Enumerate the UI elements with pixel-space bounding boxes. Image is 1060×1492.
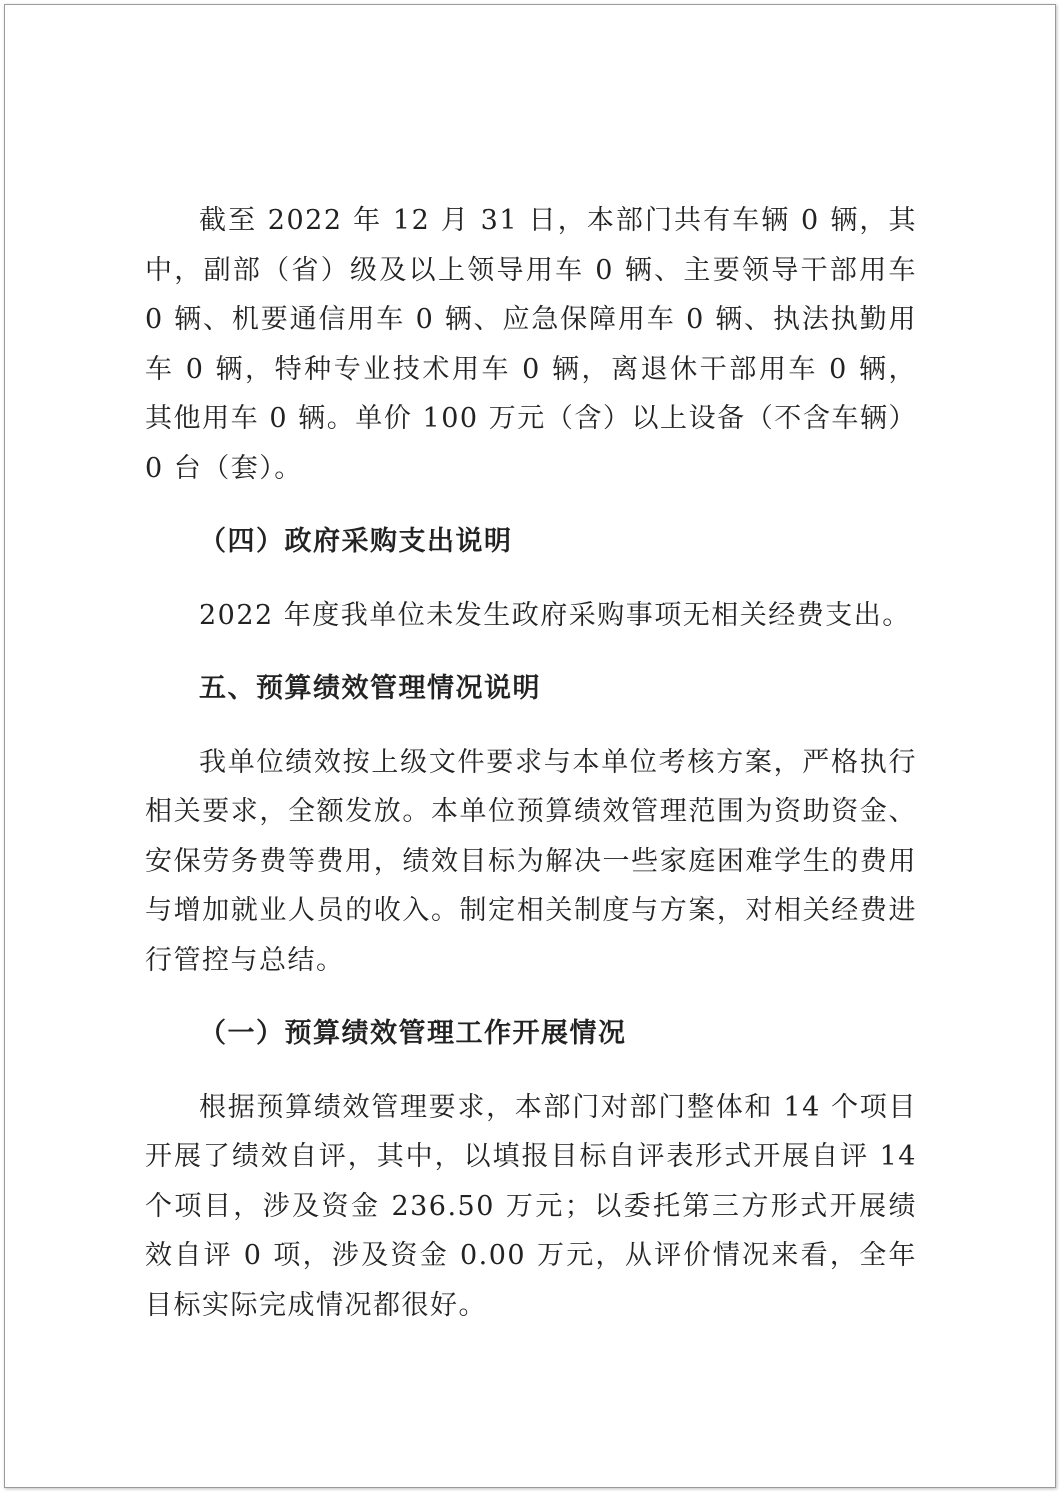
budget-performance-paragraph: 我单位绩效按上级文件要求与本单位考核方案，严格执行相关要求，全额发放。本单位预算绩效管理范围为资助资金、安保劳务费等费用，绩效目标为解决一些家庭困难学生的费用与增加就业人员的收入。制定相关制度与方案，对相关经费进行管控与总结。: [145, 746, 917, 976]
government-procurement-paragraph: 2022 年度我单位未发生政府采购事项无相关经费支出。: [199, 599, 911, 631]
document-body: [145, 196, 917, 1330]
performance-work-heading: （一）预算绩效管理工作开展情况: [199, 1018, 627, 1049]
budget-performance-heading: 五、预算绩效管理情况说明: [199, 673, 541, 704]
government-procurement-heading: （四）政府采购支出说明: [199, 526, 513, 557]
performance-work-paragraph: 根据预算绩效管理要求，本部门对部门整体和 14 个项目开展了绩效自评，其中，以填报目标自评表形式开展自评 14 个项目，涉及资金 236.50 万元；以委托第三方形式开展绩效自评 0 项，涉及资金 0.00 万元，从评价情况来看，全年目标实际完成情况都很好。: [145, 1091, 917, 1321]
vehicle-assets-paragraph: 截至 2022 年 12 月 31 日，本部门共有车辆 0 辆，其中，副部（省）级及以上领导用车 0 辆、主要领导干部用车 0 辆、机要通信用车 0 辆、应急保障用车 0 辆、执法执勤用车 0 辆，特种专业技术用车 0 辆，离退休干部用车 0 辆，其他用车 0 辆。单价 100 万元（含）以上设备（不含车辆）0 台（套）。: [145, 205, 917, 484]
